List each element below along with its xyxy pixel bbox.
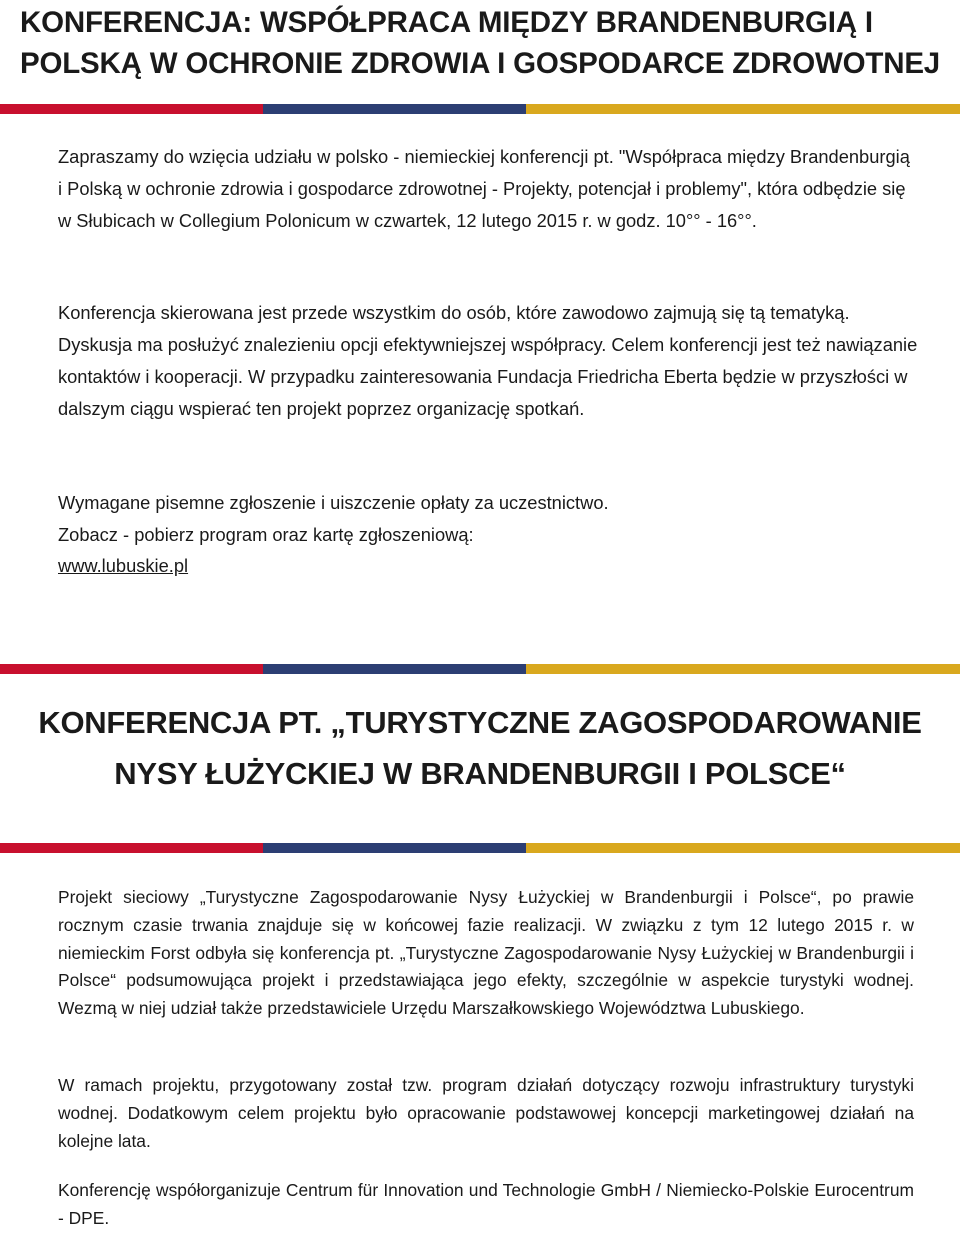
divider-gold-segment (526, 843, 960, 853)
tricolor-divider-3 (0, 843, 960, 853)
tricolor-divider-1 (0, 104, 960, 114)
divider-red-segment (0, 843, 263, 853)
tricolor-divider-2 (0, 664, 960, 674)
divider-gold-segment (526, 664, 960, 674)
divider-gold-segment (526, 104, 960, 114)
registration-requirement: Wymagane pisemne zgłoszenie i uiszczenie opłaty za uczestnictwo. (58, 492, 609, 513)
divider-red-segment (0, 664, 263, 674)
section2-program-paragraph: W ramach projektu, przygotowany został tzw. program działań dotyczący rozwoju infrastruktury turystyki wodnej. Dodatkowym celem projektu było opracowanie podstawowej koncepcji marketingowej działań na kolejne lata. (58, 1075, 914, 1151)
section2-project-paragraph: Projekt sieciowy „Turystyczne Zagospodarowanie Nysy Łużyckiej w Brandenburgii i Polsce“, po prawie rocznym czasie trwania znajduje się w końcowej fazie realizacji. W związku z tym 12 lutego 2015 r. w niemieckim Forst odbyła się konferencja pt. „Turystyczne Zagospodarowanie Nysy Łużyckiej w Brandenburgii i Polsce“ podsumowująca projekt i przedstawiająca jego efekty, szczególnie w aspekcie turystyki wodnej. Wezmą w niej udział także przedstawiciele Urzędu Marszałkowskiego Województwa Lubuskiego. (58, 887, 914, 1019)
section2-title-line2: NYSY ŁUŻYCKIEJ W BRANDENBURGII I POLSCE“ (114, 756, 846, 791)
lubuskie-link[interactable]: www.lubuskie.pl (58, 555, 189, 576)
section1-invitation-paragraph: Zapraszamy do wzięcia udziału w polsko - niemieckiej konferencji pt. "Współpraca między Brandenburgią i Polską w ochronie zdrowia i gospodarce zdrowotnej - Projekty, potencjał i problemy", która odbędzie się w Słubicach w Collegium Polonicum w czwartek, 12 lutego 2015 r. w godz. 10°° - 16°°. (58, 146, 910, 231)
section1-registration-block (58, 487, 918, 582)
divider-blue-segment (263, 104, 526, 114)
divider-blue-segment (263, 664, 526, 674)
section1-title: KONFERENCJA: WSPÓŁPRACA MIĘDZY BRANDENBURGIĄ I POLSKĄ W OCHRONIE ZDROWIA I GOSPODARCE ZDROWOTNEJ (20, 6, 940, 80)
download-prompt: Zobacz - pobierz program oraz kartę zgłoszeniową: (58, 523, 474, 545)
section2-title (0, 697, 960, 799)
section1-target-paragraph: Konferencja skierowana jest przede wszystkim do osób, które zawodowo zajmują się tą tematyką. Dyskusja ma posłużyć znalezieniu opcji efektywniejszej współpracy. Celem konferencji jest też nawiązanie kontaktów i kooperacji. W przypadku zainteresowania Fundacja Friedricha Eberta będzie w przyszłości w dalszym ciągu wspierać ten projekt poprzez organizację spotkań. (58, 302, 918, 419)
divider-blue-segment (263, 843, 526, 853)
section2-title-line1: KONFERENCJA PT. „TURYSTYCZNE ZAGOSPODAROWANIE (38, 705, 922, 740)
divider-red-segment (0, 104, 263, 114)
section2-organizer-paragraph: Konferencję współorganizuje Centrum für Innovation und Technologie GmbH / Niemiecko-Polskie Eurocentrum - DPE. (58, 1180, 914, 1228)
